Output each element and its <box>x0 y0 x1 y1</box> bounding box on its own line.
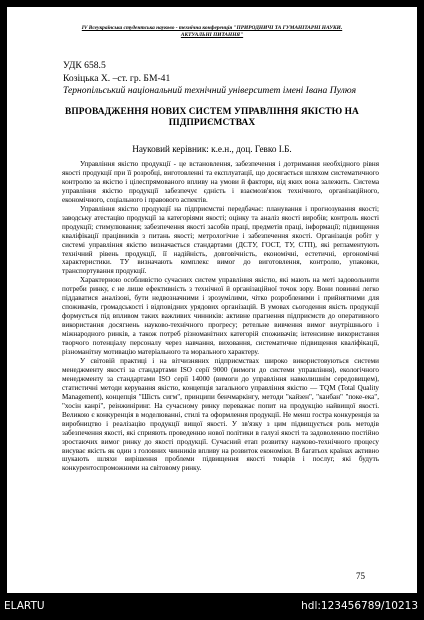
udc-code: УДК 658.5 <box>63 60 106 71</box>
repository-label: ELARTU <box>4 600 45 612</box>
handle-identifier: hdl:123456789/10213 <box>301 600 418 612</box>
paragraph: У світовій практиці і на вітчизняних підприємствах широко використовуються системи менеджменту якості за стандартами ISO серії 9000 (вимоги до системи управління), екологічного менеджменту за стандартами ISO серії 14000 (вимоги до управління навколишнім середовищем), статистичні методи керування якістю, концепція загального управління якістю — TQM (Total Quality Management), концепція "Шість сигм", принципи бенчмаркінгу, методи "кайзен", "канбан" "поке-ека", "хосін канрі", реінжиніринг. На сучасному ринку переважає попит на продукцію найвищої якості. Великою є конкуренція в моделюванні, стилі та оформлення продукції. Не менш гостра конкуренція за виробництво і реалізацію продукції вищої якості. У зв'язку з цим підвищується роль методів забезпечення якості, які сприяють проведенню нової політики в галузі якості та задоволенню постійно зростаючих вимог ринку до якості продукції. Сучасний етап розвитку науково-технічного процесу висуває якість як один з головних чинників впливу на розвиток економіки. В багатьох країнах активно шукають шляхи вирішення проблеми підвищення якості товарів і послуг, які будуть конкурентоспроможними на світовому ринку. <box>62 356 379 473</box>
scientific-advisor: Науковий керівник: к.е.н., доц. Гевко І.Б. <box>132 144 292 154</box>
article-meta <box>63 60 356 98</box>
paragraph: Управління якістю продукції на підприємстві передбачає: планування і прогнозування якості; заводську атестацію продукції за категоріями якості; оцінку та аналіз якості виробів; контроль якості продукції; стимулювання; забезпечення якості засобів праці, предметів праці, інформації; підвищення кваліфікації працівників з питань якості; метрологічне і забезпечення якості. Організація робіт у системі управління якістю визначається стандартами (ДСТУ, ГОСТ, ТУ, СТП), які регламентують технічний рівень продукції, її надійність, довговічність, економічні, естетичні, ергономічні характеристики. ТУ визначають комплекс вимог до виготовлення, контролю, упаковки, транспортування продукції. <box>62 204 379 276</box>
institution-line: Тернопільський національний технічний університет імені Івана Пулюя <box>63 85 357 96</box>
article-title: ВПРОВАДЖЕННЯ НОВИХ СИСТЕМ УПРАВЛІННЯ ЯКІСТЮ НА ПІДПРИЄМСТВАХ <box>65 107 359 128</box>
conference-header-line1: IV Всеукраїнська студентська науково - технічна конференція "ПРИРОДНИЧІ ТА ГУМАНІТАРНІ НАУКИ. <box>81 25 343 31</box>
document-page <box>7 7 417 593</box>
paragraph: Характерною особливістю сучасних систем управління якістю, які мають на меті задовольнити потреби ринку, є не лише ефективність з технічної й організаційної точок зору. Вони повинні легко піддаватися аналізові, бути недвозначними і зрозумілими, чітко розробленими і прийнятними для споживачів, громадськості і відповідних урядових організацій. В умовах сьогодення якість продукції формується під впливом таких важливих чинників: активне прагнення підприємств до оперативного використання досягнень науково-технічного прогресу; ретельне вивчення вимог внутрішнього і міжнародного ринків, а також потреб різноманітних категорій споживачів; інтенсивне використання творчого потенціалу персоналу через навчання, виховання, систематичне підвищення кваліфікації, різноманітну мотивацію матеріального та морального характеру. <box>62 276 379 357</box>
conference-header <box>29 25 395 39</box>
article-body <box>62 160 379 473</box>
paragraph: Управління якістю продукції - це встановлення, забезпечення і дотримання необхідного рівня якості продукції при її розробці, виготовленні та експлуатації, що досягається шляхом систематичного контролю за якістю і цілеспрямованого впливу на умови й фактори, від яких вона залежить. Система управління якістю продукції забезпечує єдність і взаємозв'язок технічного, організаційного, економічного, соціального і правового аспектів. <box>62 160 379 204</box>
viewer-footer <box>0 593 424 620</box>
page-number: 75 <box>356 571 365 581</box>
author-line: Козіцька Х. –ст. гр. БМ-41 <box>63 72 171 84</box>
conference-header-line2: АКТУАЛЬНІ ПИТАННЯ" <box>180 32 244 38</box>
